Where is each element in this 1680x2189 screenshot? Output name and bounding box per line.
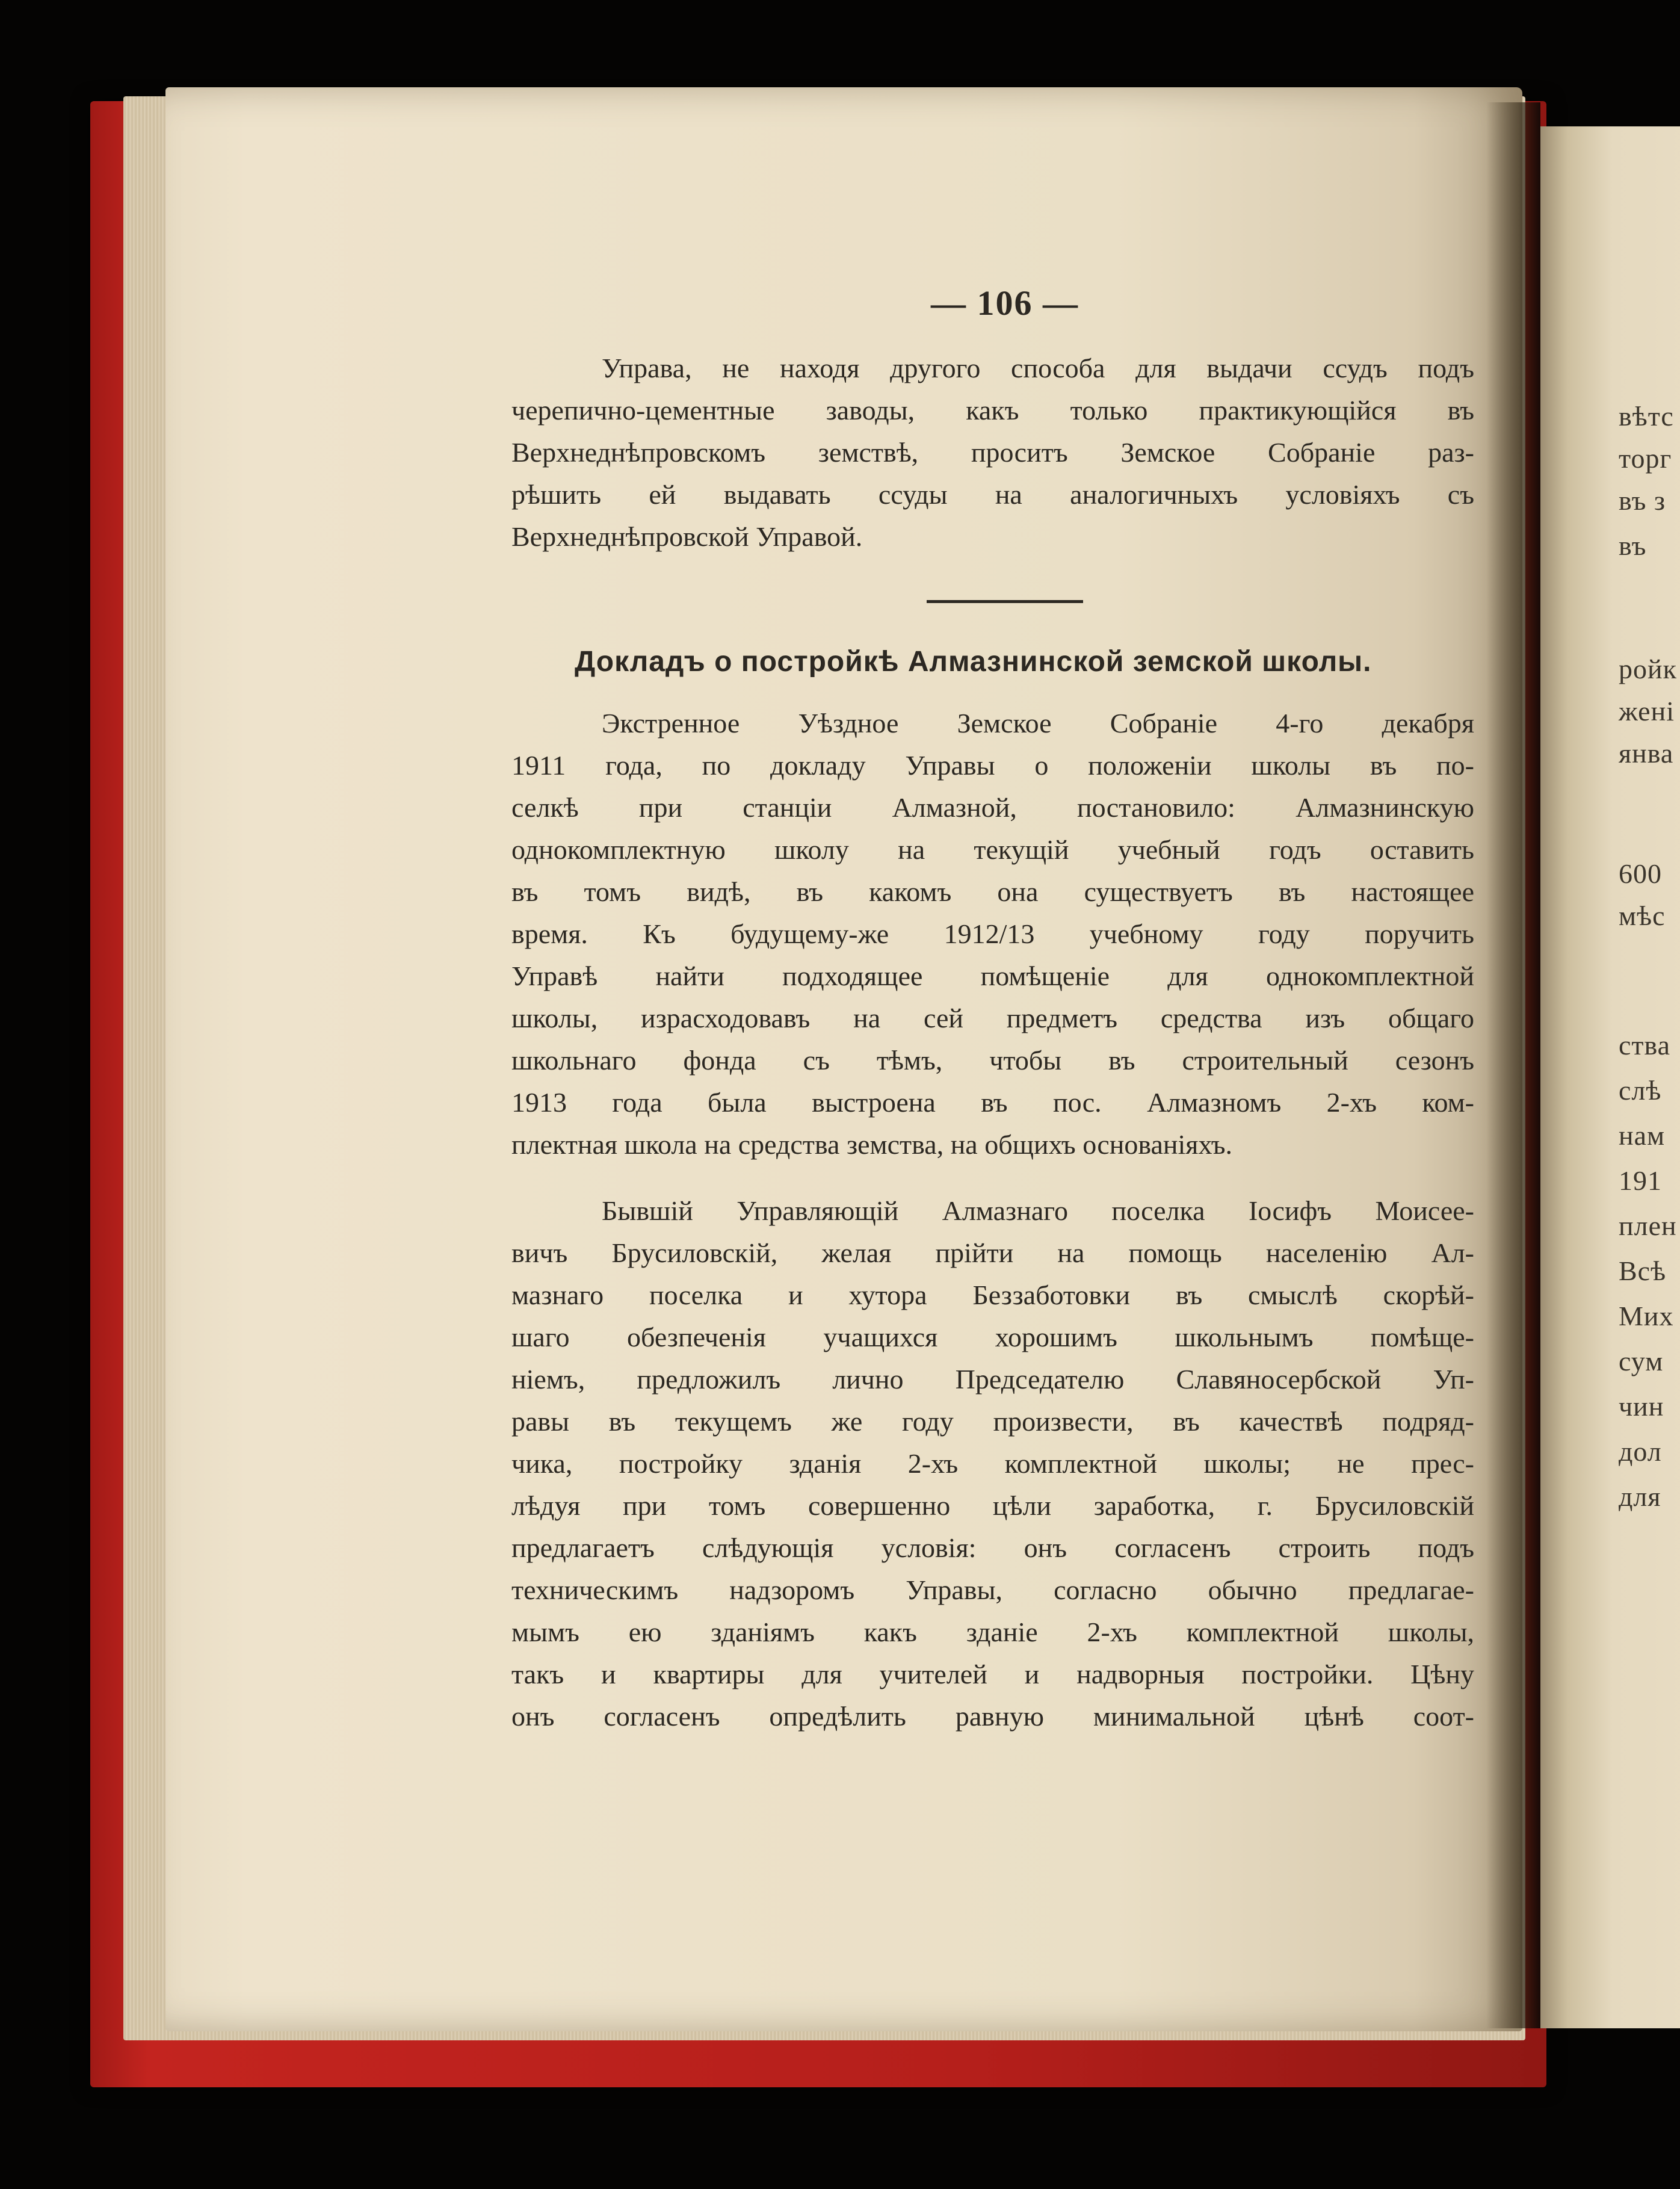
text-line: Верхнеднѣпровской Управой. [511, 521, 863, 552]
text-line: чика, постройку зданiя 2-хъ комплектной школы; не прес- [511, 1448, 1474, 1479]
text-line: шаго обезпеченiя учащихся хорошимъ школьнымъ помѣще- [511, 1322, 1474, 1352]
facing-fragment: вѣтс [1619, 401, 1674, 432]
paragraph-gap [511, 1166, 1474, 1190]
facing-fragment: Мих [1619, 1301, 1674, 1331]
facing-fragment: слѣ [1619, 1075, 1662, 1106]
text-line: мазнаго поселка и хутора Беззаботовки въ смыслѣ скорѣй- [511, 1280, 1474, 1310]
text-line: предлагаетъ слѣдующiя условiя: онъ согласенъ строить подъ [511, 1532, 1474, 1563]
facing-fragment: янва [1619, 738, 1674, 769]
facing-fragment: для [1619, 1481, 1661, 1512]
text-line: черепично-цементные заводы, какъ только практикующiйся въ [511, 395, 1474, 426]
facing-fragment: ройк [1619, 654, 1677, 684]
facing-fragment: нам [1619, 1120, 1666, 1151]
text-line: селкѣ при станцiи Алмазной, постановило: Алмазнинскую [511, 792, 1474, 823]
text-line: техническимъ надзоромъ Управы, согласно обычно предлагае- [511, 1574, 1474, 1605]
text-line: школы, израсходовавъ на сей предметъ средства изъ общаго [511, 1003, 1474, 1033]
text-line: нiемъ, предложилъ лично Председателю Славяносербской Уп- [511, 1364, 1474, 1395]
text-line: равы въ текущемъ же году произвести, въ качествѣ подряд- [511, 1406, 1474, 1437]
text-line: такъ и квартиры для учителей и надворныя постройки. Цѣну [511, 1659, 1474, 1689]
page-number: — 106 — [931, 283, 1079, 323]
text-line: время. Къ будущему-же 1912/13 учебному году поручить [511, 918, 1474, 949]
text-line: Верхнеднѣпровскомъ земствѣ, проситъ Земское Собранiе раз- [511, 437, 1474, 468]
facing-fragment: торг [1619, 443, 1672, 474]
text-line: въ томъ видѣ, въ какомъ она существуетъ въ настоящее [511, 876, 1474, 907]
facing-fragment: плен [1619, 1210, 1677, 1241]
facing-fragment: дол [1619, 1436, 1662, 1467]
section-heading: Докладъ о постройкѣ Алмазнинской земской школы. [575, 646, 1372, 678]
text-line: Бывшiй Управляющiй Алмазнаго поселка Iосифъ Моисее- [602, 1195, 1474, 1226]
facing-fragment: въ з [1619, 485, 1666, 516]
facing-fragment: сум [1619, 1346, 1664, 1376]
text-column [511, 283, 1474, 1738]
paragraph-brusilovsky-offer [511, 1190, 1474, 1738]
text-line: плектная школа на средства земства, на общихъ основанiяхъ. [511, 1129, 1232, 1160]
facing-fragment: въ [1619, 530, 1647, 561]
text-line: вичъ Брусиловскiй, желая прiйти на помощь населенiю Ал- [511, 1237, 1474, 1268]
facing-fragment: 191 [1619, 1165, 1662, 1196]
text-line: однокомплектную школу на текущiй учебный годъ оставить [511, 834, 1474, 865]
facing-fragment: женi [1619, 696, 1675, 726]
text-line: рѣшить ей выдавать ссуды на аналогичныхъ условiяхъ съ [511, 479, 1474, 510]
facing-fragment: ства [1619, 1030, 1671, 1060]
text-line: 1913 года была выстроена въ пос. Алмазномъ 2-хъ ком- [511, 1087, 1474, 1118]
text-line: Управѣ найти подходящее помѣщенiе для однокомплектной [511, 961, 1474, 991]
facing-fragment: 600 [1619, 858, 1662, 889]
paragraph-zemstvo-loans [511, 347, 1474, 558]
facing-fragment: Всѣ [1619, 1256, 1667, 1286]
facing-fragment: чин [1619, 1391, 1664, 1422]
text-line: лѣдуя при томъ совершенно цѣли заработка, г. Брусиловскiй [511, 1490, 1474, 1521]
text-line: Экстренное Уѣздное Земское Собранiе 4-го декабря [602, 708, 1474, 738]
text-line: 1911 года, по докладу Управы о положенiи школы въ по- [511, 750, 1474, 781]
facing-fragment: мѣс [1619, 900, 1666, 931]
paragraph-assembly-decision [511, 702, 1474, 1166]
page-gutter-shadow [1486, 102, 1540, 2028]
section-divider [927, 600, 1083, 603]
text-line: мымъ ею зданiямъ какъ зданiе 2-хъ комплектной школы, [511, 1617, 1474, 1647]
text-line: онъ согласенъ опредѣлить равную минимальной цѣнѣ соот- [511, 1701, 1474, 1732]
text-line: Управа, не находя другого способа для выдачи ссудъ подъ [602, 353, 1474, 383]
text-line: школьнаго фонда съ тѣмъ, чтобы въ строительный сезонъ [511, 1045, 1474, 1076]
